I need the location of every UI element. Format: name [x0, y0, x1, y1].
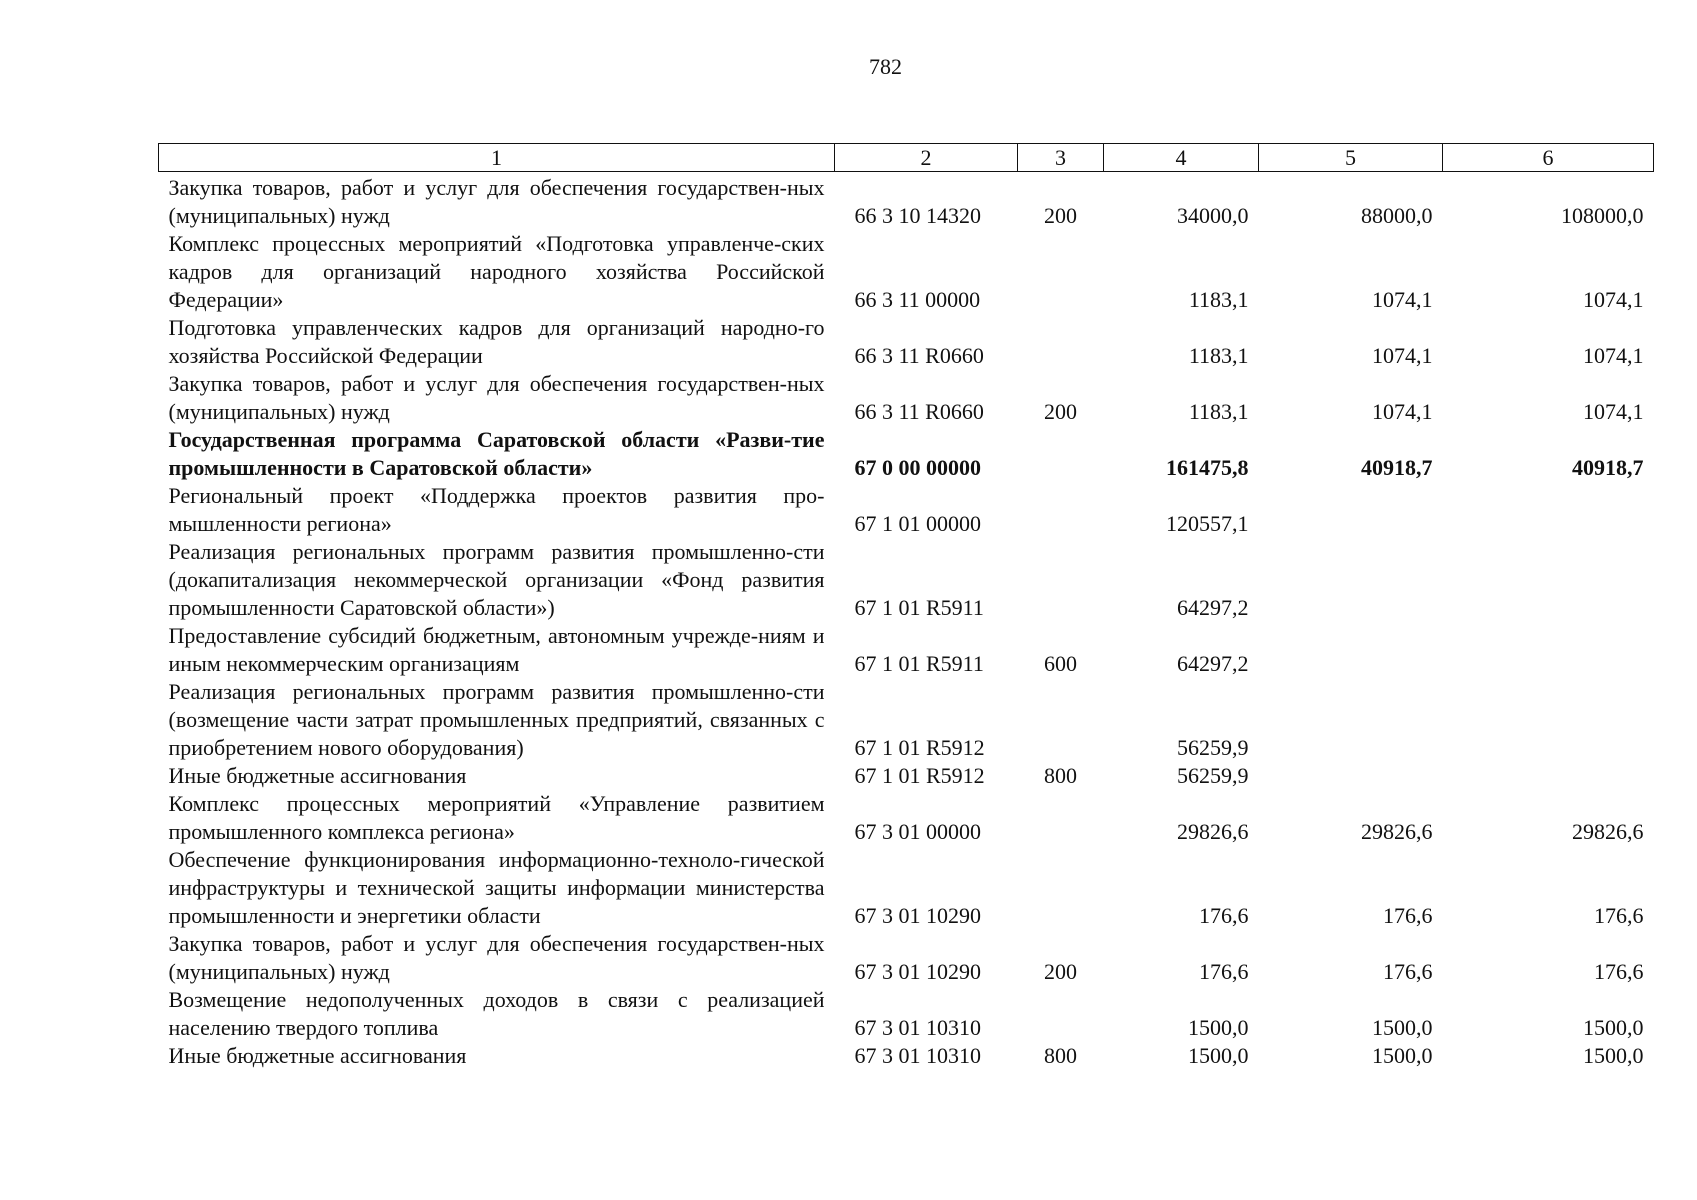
row-name: Иные бюджетные ассигнования — [168, 763, 467, 788]
column-header-6: 6 — [1443, 144, 1654, 172]
row-value-col5: 88000,0 — [1361, 203, 1433, 228]
row-value-col4: 56259,9 — [1177, 763, 1249, 788]
row-value-col5: 1500,0 — [1372, 1015, 1433, 1040]
row-expense-type — [1018, 482, 1104, 538]
row-code: 66 3 11 R0660 — [854, 399, 984, 424]
row-expense-type: 200 — [1044, 959, 1077, 984]
row-expense-type: 800 — [1044, 1043, 1077, 1068]
row-value-col4: 1183,1 — [1188, 287, 1249, 312]
row-name: Закупка товаров, работ и услуг для обеспечения государствен-ных (муниципальных) нужд — [168, 931, 825, 984]
row-code: 67 3 01 10310 — [854, 1043, 981, 1068]
row-name: Комплекс процессных мероприятий «Подготовка управленче-ских кадров для организаций народного хозяйства Российской Федерации» — [168, 231, 825, 312]
row-value-col6: 1500,0 — [1583, 1015, 1644, 1040]
row-expense-type: 200 — [1044, 203, 1077, 228]
table-row — [159, 846, 1654, 930]
table-row — [159, 314, 1654, 370]
row-value-col5: 1500,0 — [1372, 1043, 1433, 1068]
row-code: 67 1 01 R5912 — [854, 763, 985, 788]
row-value-col4: 56259,9 — [1177, 735, 1249, 760]
row-value-col5 — [1259, 762, 1443, 790]
table-row — [159, 538, 1654, 622]
column-header-2: 2 — [835, 144, 1018, 172]
row-name: Реализация региональных программ развития промышленно-сти (докапитализация некоммерческой организации «Фонд развития промышленности Саратовской области») — [168, 539, 825, 620]
row-expense-type — [1018, 986, 1104, 1042]
row-value-col6: 1074,1 — [1583, 399, 1644, 424]
row-value-col4: 176,6 — [1199, 903, 1249, 928]
row-value-col4: 34000,0 — [1177, 203, 1249, 228]
row-value-col4: 1183,1 — [1188, 399, 1249, 424]
row-value-col5: 40918,7 — [1361, 455, 1433, 480]
table-row — [159, 986, 1654, 1042]
row-value-col6: 40918,7 — [1572, 455, 1644, 480]
row-value-col5: 1074,1 — [1372, 343, 1433, 368]
header-row — [159, 144, 1654, 172]
row-value-col5: 1074,1 — [1372, 399, 1433, 424]
row-name: Подготовка управленческих кадров для организаций народно-го хозяйства Российской Федерации — [168, 315, 825, 368]
row-code: 67 3 01 00000 — [854, 819, 981, 844]
row-expense-type — [1018, 538, 1104, 622]
row-value-col4: 64297,2 — [1177, 595, 1249, 620]
row-value-col4: 64297,2 — [1177, 651, 1249, 676]
row-name: Комплекс процессных мероприятий «Управление развитием промышленного комплекса региона» — [168, 791, 825, 844]
column-header-5: 5 — [1259, 144, 1443, 172]
row-name: Реализация региональных программ развития промышленно-сти (возмещение части затрат промышленных предприятий, связанных с приобретением нового оборудования) — [168, 679, 825, 760]
row-expense-type: 800 — [1044, 763, 1077, 788]
row-name: Закупка товаров, работ и услуг для обеспечения государствен-ных (муниципальных) нужд — [168, 175, 825, 228]
table-row — [159, 762, 1654, 790]
row-name: Возмещение недополученных доходов в связи с реализацией населению твердого топлива — [168, 987, 825, 1040]
row-value-col4: 161475,8 — [1166, 455, 1249, 480]
row-code: 67 1 01 R5911 — [854, 651, 984, 676]
table-row — [159, 370, 1654, 426]
row-expense-type — [1018, 790, 1104, 846]
table-row — [159, 230, 1654, 314]
column-header-4: 4 — [1104, 144, 1259, 172]
table-row — [159, 930, 1654, 986]
column-header-1: 1 — [159, 144, 835, 172]
row-value-col6 — [1443, 762, 1654, 790]
row-value-col6: 1074,1 — [1583, 343, 1644, 368]
row-value-col4: 1500,0 — [1188, 1043, 1249, 1068]
budget-table-wrapper — [158, 143, 1653, 1070]
row-value-col6 — [1443, 482, 1654, 538]
table-row — [159, 790, 1654, 846]
row-expense-type — [1018, 678, 1104, 762]
row-code: 67 3 01 10290 — [854, 959, 981, 984]
row-name: Предоставление субсидий бюджетным, автономным учрежде-ниям и иным некоммерческим организациям — [168, 623, 825, 676]
row-expense-type — [1018, 314, 1104, 370]
row-value-col5 — [1259, 678, 1443, 762]
table-header — [159, 144, 1654, 172]
row-value-col6 — [1443, 678, 1654, 762]
row-value-col4: 1500,0 — [1188, 1015, 1249, 1040]
row-value-col5: 1074,1 — [1372, 287, 1433, 312]
row-value-col6: 176,6 — [1594, 903, 1644, 928]
table-row — [159, 172, 1654, 231]
row-expense-type — [1018, 230, 1104, 314]
row-code: 67 1 01 00000 — [854, 511, 981, 536]
table-row — [159, 1042, 1654, 1070]
row-value-col4: 120557,1 — [1166, 511, 1249, 536]
row-value-col6: 1074,1 — [1583, 287, 1644, 312]
row-expense-type: 200 — [1044, 399, 1077, 424]
row-value-col4: 1183,1 — [1188, 343, 1249, 368]
row-value-col6: 108000,0 — [1561, 203, 1644, 228]
page-number: 782 — [869, 54, 902, 79]
row-code: 66 3 10 14320 — [854, 203, 981, 228]
row-code: 66 3 11 00000 — [854, 287, 981, 312]
row-value-col6: 1500,0 — [1583, 1043, 1644, 1068]
budget-table — [158, 143, 1654, 1070]
row-value-col6: 29826,6 — [1572, 819, 1644, 844]
table-row — [159, 622, 1654, 678]
row-expense-type: 600 — [1044, 651, 1077, 676]
row-value-col5 — [1259, 482, 1443, 538]
row-value-col5 — [1259, 622, 1443, 678]
row-name: Иные бюджетные ассигнования — [168, 1043, 467, 1068]
row-code: 67 1 01 R5911 — [854, 595, 984, 620]
row-name: Закупка товаров, работ и услуг для обеспечения государствен-ных (муниципальных) нужд — [168, 371, 825, 424]
row-name: Государственная программа Саратовской области «Разви-тие промышленности в Саратовской области» — [168, 427, 825, 480]
row-name: Региональный проект «Поддержка проектов развития про-мышленности региона» — [168, 483, 825, 536]
row-value-col5: 29826,6 — [1361, 819, 1433, 844]
row-code: 67 3 01 10290 — [854, 903, 981, 928]
table-body — [159, 172, 1654, 1071]
row-expense-type — [1018, 846, 1104, 930]
row-value-col6 — [1443, 622, 1654, 678]
table-row — [159, 426, 1654, 482]
row-value-col5: 176,6 — [1383, 903, 1433, 928]
table-row — [159, 678, 1654, 762]
table-row — [159, 482, 1654, 538]
row-value-col5 — [1259, 538, 1443, 622]
row-expense-type — [1018, 426, 1104, 482]
row-code: 66 3 11 R0660 — [854, 343, 984, 368]
row-code: 67 3 01 10310 — [854, 1015, 981, 1040]
row-code: 67 1 01 R5912 — [854, 735, 985, 760]
row-code: 67 0 00 00000 — [854, 455, 981, 480]
row-value-col4: 29826,6 — [1177, 819, 1249, 844]
row-value-col4: 176,6 — [1199, 959, 1249, 984]
row-value-col6 — [1443, 538, 1654, 622]
row-name: Обеспечение функционирования информационно-техноло-гической инфраструктуры и технической защиты информации министерства промышленности и энергетики области — [168, 847, 825, 928]
row-value-col6: 176,6 — [1594, 959, 1644, 984]
row-value-col5: 176,6 — [1383, 959, 1433, 984]
column-header-3: 3 — [1018, 144, 1104, 172]
